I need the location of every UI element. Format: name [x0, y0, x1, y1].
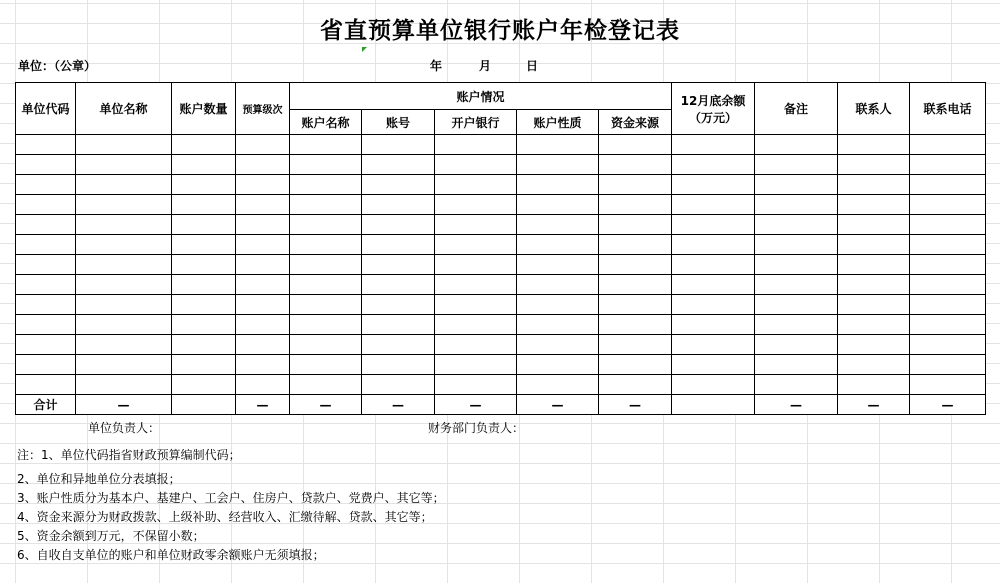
total-dash: — — [362, 395, 435, 415]
total-dash: — — [755, 395, 838, 415]
note-item: 5、资金余额到万元，不保留小数； — [17, 529, 205, 543]
date-month-label: 月 — [479, 59, 492, 73]
total-dash: — — [910, 395, 986, 415]
total-dash: — — [290, 395, 362, 415]
header-unit-name: 单位名称 — [76, 83, 172, 135]
note-item: 4、资金来源分为财政拨款、上级补助、经营收入、汇缴待解、贷款、其它等； — [17, 510, 433, 524]
total-dash: — — [435, 395, 517, 415]
header-fund-source: 资金来源 — [599, 110, 672, 135]
header-account-number: 账号 — [362, 110, 435, 135]
header-phone: 联系电话 — [910, 83, 986, 135]
note-item: 6、自收自支单位的账户和单位财政零余额账户无须填报； — [17, 548, 325, 562]
header-bank: 开户银行 — [435, 110, 517, 135]
date-day-label: 日 — [526, 59, 539, 73]
header-account-name: 账户名称 — [290, 110, 362, 135]
total-dash: — — [236, 395, 290, 415]
note-item: 注：1、单位代码指省财政预算编制代码； — [17, 448, 241, 462]
note-item: 3、账户性质分为基本户、基建户、工会户、住房户、贷款户、党费户、其它等； — [17, 491, 445, 505]
unit-seal-label: 单位：（公章） — [18, 59, 97, 73]
header-unit-code: 单位代码 — [16, 83, 76, 135]
header-balance-line1: 12月底余额 — [680, 93, 746, 108]
total-label: 合计 — [16, 395, 76, 415]
note-item: 2、单位和异地单位分表填报； — [17, 472, 181, 486]
header-remarks: 备注 — [755, 83, 838, 135]
notes-section — [17, 0, 997, 583]
total-dash: — — [76, 395, 172, 415]
total-dash: — — [599, 395, 672, 415]
header-budget-level: 预算级次 — [236, 83, 290, 135]
finance-head-signature-label: 财务部门负责人： — [428, 421, 525, 435]
header-balance-line2: （万元） — [689, 110, 738, 125]
total-dash: — — [517, 395, 599, 415]
unit-head-signature-label: 单位负责人： — [88, 421, 161, 435]
header-account-info: 账户情况 — [290, 83, 672, 110]
header-contact: 联系人 — [838, 83, 910, 135]
header-account-type: 账户性质 — [517, 110, 599, 135]
form-title: 省直预算单位银行账户年检登记表 — [320, 17, 680, 44]
date-year-label: 年 — [430, 59, 443, 73]
total-dash: — — [838, 395, 910, 415]
header-account-count: 账户数量 — [172, 83, 236, 135]
